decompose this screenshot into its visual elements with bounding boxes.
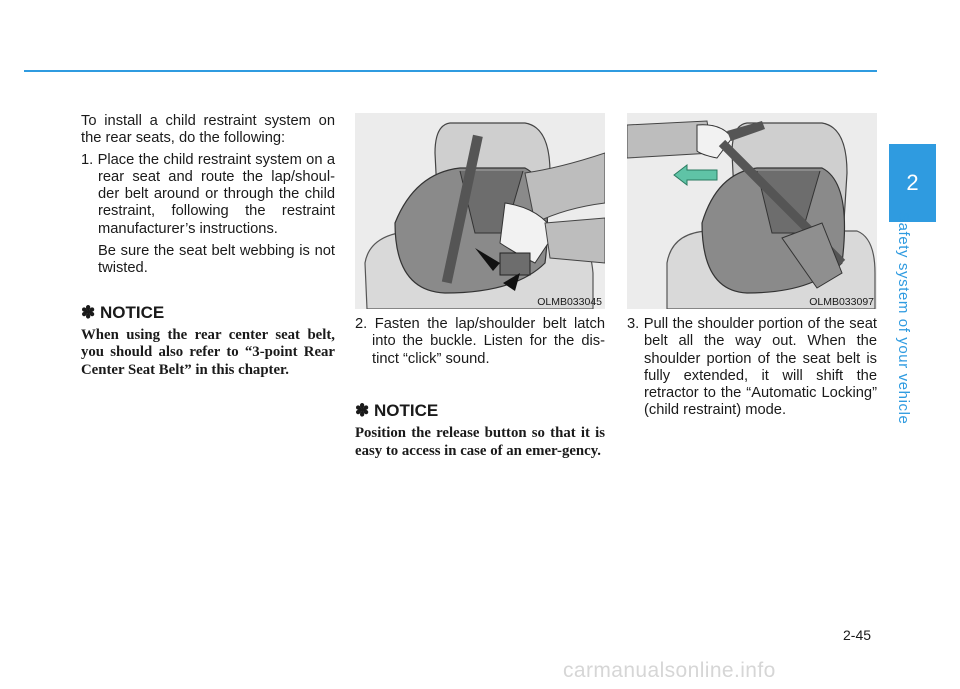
watermark: carmanualsonline.info [563,659,776,682]
notice-heading-1: ✽ NOTICE [81,302,165,322]
chapter-tab [889,144,936,222]
step-2: 2. Fasten the lap/shoulder belt latch into the buckle. Listen for the dis-tinct “click” sound. [355,316,605,367]
seat-buckle-illustration [355,113,605,309]
chapter-title: Safety system of your vehicle [895,212,912,425]
header-rule [24,70,877,72]
column-1 [81,113,335,379]
figure-retractor [627,113,877,309]
notice-heading-2: ✽ NOTICE [355,400,439,420]
step-1-note: Be sure the seat belt webbing is not twisted. [98,243,335,277]
step-1: 1. Place the child restraint system on a rear seat and route the lap/shoul-der belt around or through the child restraint, following the restraint manufacturer’s instructions. [81,151,335,237]
step-3: 3. Pull the shoulder portion of the seat belt all the way out. When the shoulder portion of the seat belt is fully extended, it will shift the retractor to the “Automatic Locking” (child restraint) mode. [627,316,877,419]
figure-buckle [355,113,605,309]
intro-text: To install a child restraint system on the rear seats, do the following: [81,113,335,147]
column-3 [627,316,877,420]
notice-body-1: When using the rear center seat belt, you should also refer to “3-point Rear Center Seat Belt” in this chapter. [81,326,335,378]
figure-code: OLMB033097 [809,296,874,308]
seat-retractor-illustration [627,113,877,309]
column-2 [355,316,605,460]
page-number: 2-45 [843,627,872,643]
figure-code: OLMB033045 [537,296,602,308]
notice-body-2: Position the release button so that it is easy to access in case of an emer-gency. [355,425,605,459]
chapter-number: 2 [906,170,919,195]
